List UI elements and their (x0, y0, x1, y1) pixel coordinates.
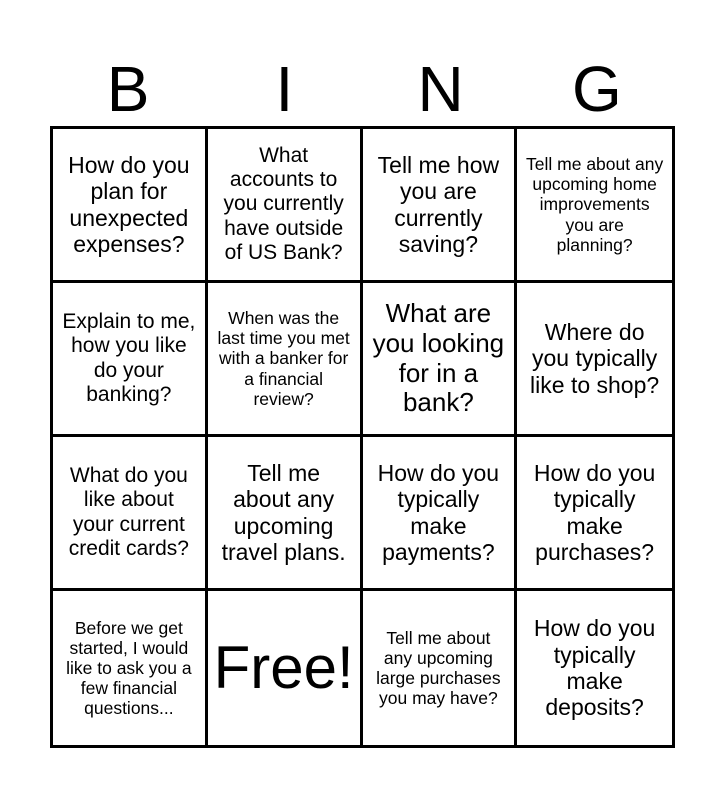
bingo-cell[interactable] (363, 437, 518, 591)
bingo-cell[interactable] (517, 283, 672, 437)
bingo-cell[interactable] (208, 437, 363, 591)
bingo-cell[interactable] (208, 129, 363, 283)
free-space-label: Free! (213, 634, 354, 701)
bingo-cell[interactable] (363, 129, 518, 283)
bingo-cell[interactable] (517, 437, 672, 591)
cell-text: Tell me how you are currently saving? (377, 151, 500, 257)
cell-text: When was the last time you met with a banker for a financial review? (217, 308, 350, 409)
header-letter-g: G (571, 53, 622, 125)
cell-text: What accounts to you currently have outside of US Bank? (223, 144, 344, 264)
bingo-cell[interactable] (363, 283, 518, 437)
free-space-cell[interactable] (208, 591, 363, 745)
cell-text: Tell me about any upcoming large purchases you may have? (376, 627, 501, 709)
cell-text: How do you typically make deposits? (533, 615, 656, 721)
bingo-cell[interactable] (53, 283, 208, 437)
cell-text: How do you plan for unexpected expenses? (68, 151, 190, 257)
cell-text: How do you typically make payments? (377, 459, 500, 565)
cell-text: Explain to me, how you like do your banking? (62, 310, 196, 406)
cell-text: What do you like about your current credit cards? (68, 464, 189, 560)
cell-text: Before we get started, I would like to ask you a few financial questions... (66, 617, 192, 719)
cell-text: Tell me about any upcoming travel plans. (221, 459, 346, 565)
header-letter-n: N (417, 53, 464, 125)
bingo-header (50, 52, 675, 126)
bingo-cell[interactable] (53, 129, 208, 283)
bingo-cell[interactable] (53, 437, 208, 591)
cell-text: How do you typically make purchases? (533, 459, 656, 565)
cell-text: Where do you typically like to shop? (530, 318, 660, 398)
bingo-cell[interactable] (208, 283, 363, 437)
header-letter-b: B (106, 53, 150, 125)
cell-text: What are you looking for in a bank? (372, 297, 505, 418)
header-letter-i: I (275, 53, 294, 125)
bingo-cell[interactable] (517, 591, 672, 745)
bingo-cell[interactable] (363, 591, 518, 745)
cell-text: Tell me about any upcoming home improvements you are planning? (526, 154, 664, 255)
bingo-board (50, 126, 675, 748)
bingo-cell[interactable] (53, 591, 208, 745)
bingo-cell[interactable] (517, 129, 672, 283)
